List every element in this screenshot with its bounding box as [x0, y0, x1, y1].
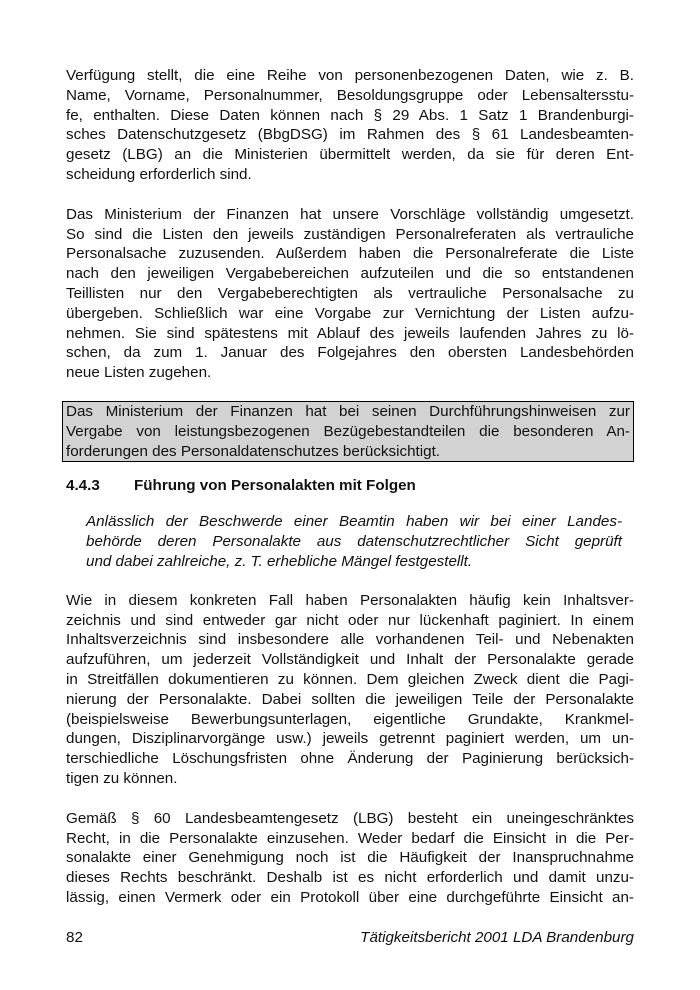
boxed-conclusion — [62, 401, 634, 462]
text-line: nach den jeweiligen Vergabebereichen aufzuteilen und die so entstandenen — [66, 265, 634, 283]
text-line: Vergabe von leistungsbezogenen Bezügebestandteilen die besonderen An- — [66, 422, 630, 440]
text-line: Teillisten nur den Vergabeberechtigten als vertrauliche Personalsache zu — [66, 284, 634, 302]
text-line: dungen, Disziplinarvorgänge usw.) jeweils getrennt paginiert werden, um un- — [66, 730, 634, 748]
text-line: Verfügung stellt, die eine Reihe von personenbezogenen Daten, wie z. B. — [66, 67, 634, 84]
text-line: Anlässlich der Beschwerde einer Beamtin haben wir bei einer Landes- — [86, 513, 622, 531]
paragraph-2 — [66, 205, 634, 383]
text-line: nehmen. Sie sind spätestens mit Ablauf des jeweils laufenden Jahres zu lö- — [66, 324, 634, 342]
text-line: fe, enthalten. Diese Daten können nach § 29 Abs. 1 Satz 1 Brandenburgi- — [66, 106, 634, 124]
text-line: gesetz (LBG) an die Ministerien übermittelt werden, da sie für deren Ent- — [66, 146, 634, 164]
italic-summary — [86, 512, 622, 571]
text-line: nierung der Personalakte. Dabei sollten die jeweiligen Teile der Personalakte — [66, 690, 634, 708]
report-title: Tätigkeitsbericht 2001 LDA Brandenburg — [360, 929, 634, 946]
paragraph-1 — [66, 66, 634, 185]
text-line: behörde deren Personalakte aus datenschutzrechtlicher Sicht geprüft — [86, 533, 622, 551]
text-line: Wie in diesem konkreten Fall haben Personalakten häufig kein Inhaltsver- — [66, 591, 634, 609]
text-line: neue Listen zugehen. — [66, 364, 212, 382]
text-line: aufzuführen, um jederzeit Vollständigkeit und Inhalt der Personalakte gerade — [66, 651, 634, 669]
page-number: 82 — [66, 929, 83, 946]
text-line: Personalsache zuzusenden. Außerdem haben die Personalreferate die Liste — [66, 245, 634, 263]
text-line: Inhaltsverzeichnis sind insbesondere alle vorhandenen Teil- und Nebenakten — [66, 631, 634, 649]
section-title: Führung von Personalakten mit Folgen — [134, 477, 416, 495]
text-line: Gemäß § 60 Landesbeamtengesetz (LBG) besteht ein uneingeschränktes — [66, 809, 634, 827]
text-line: terschiedliche Löschungsfristen ohne Änderung der Paginierung berücksich- — [66, 750, 634, 768]
section-heading — [66, 476, 634, 496]
document-page — [66, 66, 634, 908]
text-line: übergeben. Schließlich war eine Vorgabe zur Vernichtung der Listen aufzu- — [66, 304, 634, 322]
text-line: dieses Rechts beschränkt. Deshalb ist es nicht erforderlich und damit unzu- — [66, 869, 634, 887]
paragraph-3 — [66, 591, 634, 789]
text-line: in Streitfällen dokumentieren zu können. Dem gleichen Zweck dient die Pagi- — [66, 670, 634, 688]
section-number: 4.4.3 — [66, 477, 100, 495]
text-line: und dabei zahlreiche, z. T. erhebliche Mängel festgestellt. — [86, 552, 473, 570]
text-line: Recht, in die Personalakte einzusehen. Weder bedarf die Einsicht in die Per- — [66, 829, 634, 847]
text-line: sches Datenschutzgesetz (BbgDSG) im Rahmen des § 61 Landesbeamten- — [66, 126, 634, 144]
text-line: So sind die Listen den jeweils zuständigen Personalreferaten als vertrauliche — [66, 225, 634, 243]
text-line: scheidung erforderlich sind. — [66, 165, 252, 183]
page-footer — [66, 928, 634, 948]
text-line: lässig, einen Vermerk oder ein Protokoll über eine durchgeführte Einsicht an- — [66, 888, 634, 906]
paragraph-4 — [66, 809, 634, 908]
text-line: schen, da zum 1. Januar des Folgejahres den obersten Landesbehörden — [66, 344, 634, 362]
text-line: forderungen des Personaldatenschutzes berücksichtigt. — [66, 442, 441, 460]
text-line: (beispielsweise Bewerbungsunterlagen, eigentliche Grundakte, Krankmel- — [66, 710, 634, 728]
text-line: tigen zu können. — [66, 769, 178, 787]
text-line: zeichnis und sind entweder gar nicht oder nur lückenhaft paginiert. In einem — [66, 611, 634, 629]
text-line: Name, Vorname, Personalnummer, Besoldungsgruppe oder Lebensaltersstu- — [66, 86, 634, 104]
text-line: Das Ministerium der Finanzen hat bei seinen Durchführungshinweisen zur — [66, 402, 630, 420]
text-line: Das Ministerium der Finanzen hat unsere Vorschläge vollständig umgesetzt. — [66, 205, 634, 223]
text-line: sonalakte einer Genehmigung noch ist die Häufigkeit der Inanspruchnahme — [66, 849, 634, 867]
